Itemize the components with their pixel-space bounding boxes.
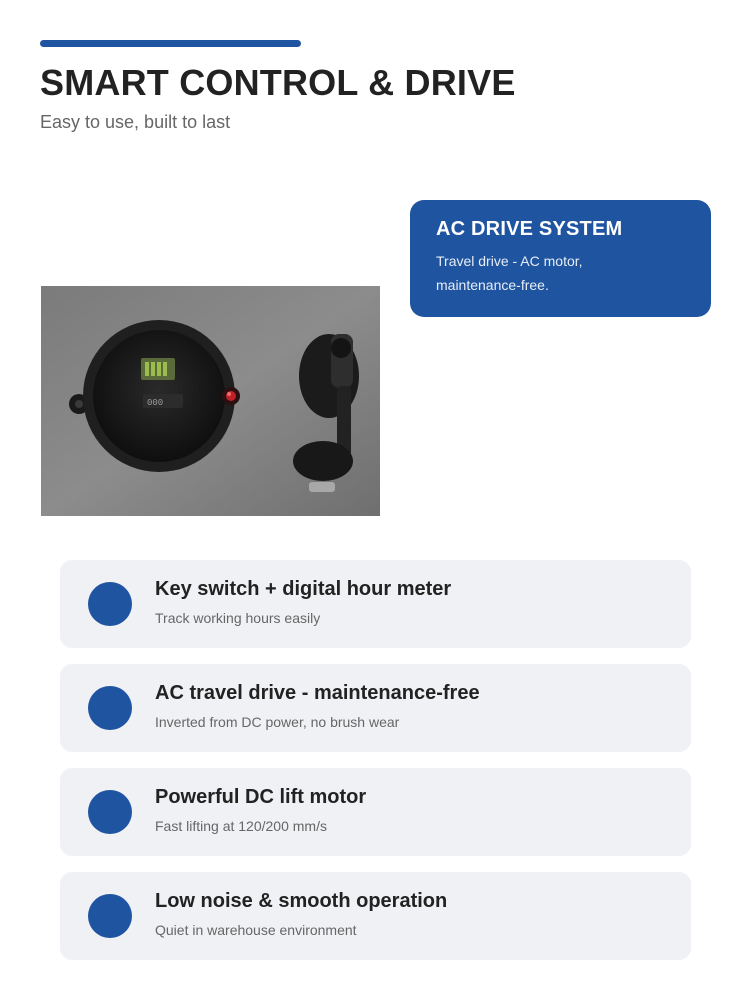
feature-subtitle: Quiet in warehouse environment: [155, 922, 357, 938]
page-subtitle: Easy to use, built to last: [40, 112, 231, 132]
feature-title: Key switch + digital hour meter: [155, 578, 452, 600]
feature-card: [60, 768, 691, 856]
accent-bar: [40, 40, 301, 47]
page-title: SMART CONTROL & DRIVE: [40, 62, 516, 103]
feature-subtitle: Fast lifting at 120/200 mm/s: [155, 818, 327, 834]
feature-subtitle: Track working hours easily: [155, 610, 321, 626]
ac-drive-callout: [410, 200, 711, 317]
feature-card: [60, 872, 691, 960]
control-panel-photo: [41, 286, 380, 516]
drive-icon: [88, 686, 132, 730]
control-panel-image: [41, 286, 380, 516]
svg-text:000: 000: [147, 398, 164, 408]
callout-title: AC DRIVE SYSTEM: [436, 218, 623, 240]
feature-title: Low noise & smooth operation: [155, 890, 448, 912]
feature-card: [60, 664, 691, 752]
feature-title: AC travel drive - maintenance-free: [155, 682, 480, 704]
feature-card: [60, 560, 691, 648]
callout-line-1: Travel drive - AC motor,: [436, 253, 583, 269]
lift-icon: [88, 790, 132, 834]
callout-text: [436, 249, 685, 297]
callout-line-2: maintenance-free.: [436, 277, 549, 293]
feature-subtitle: Inverted from DC power, no brush wear: [155, 714, 400, 730]
key-icon: [88, 582, 132, 626]
feature-title: Powerful DC lift motor: [155, 786, 367, 808]
quiet-icon: [88, 894, 132, 938]
